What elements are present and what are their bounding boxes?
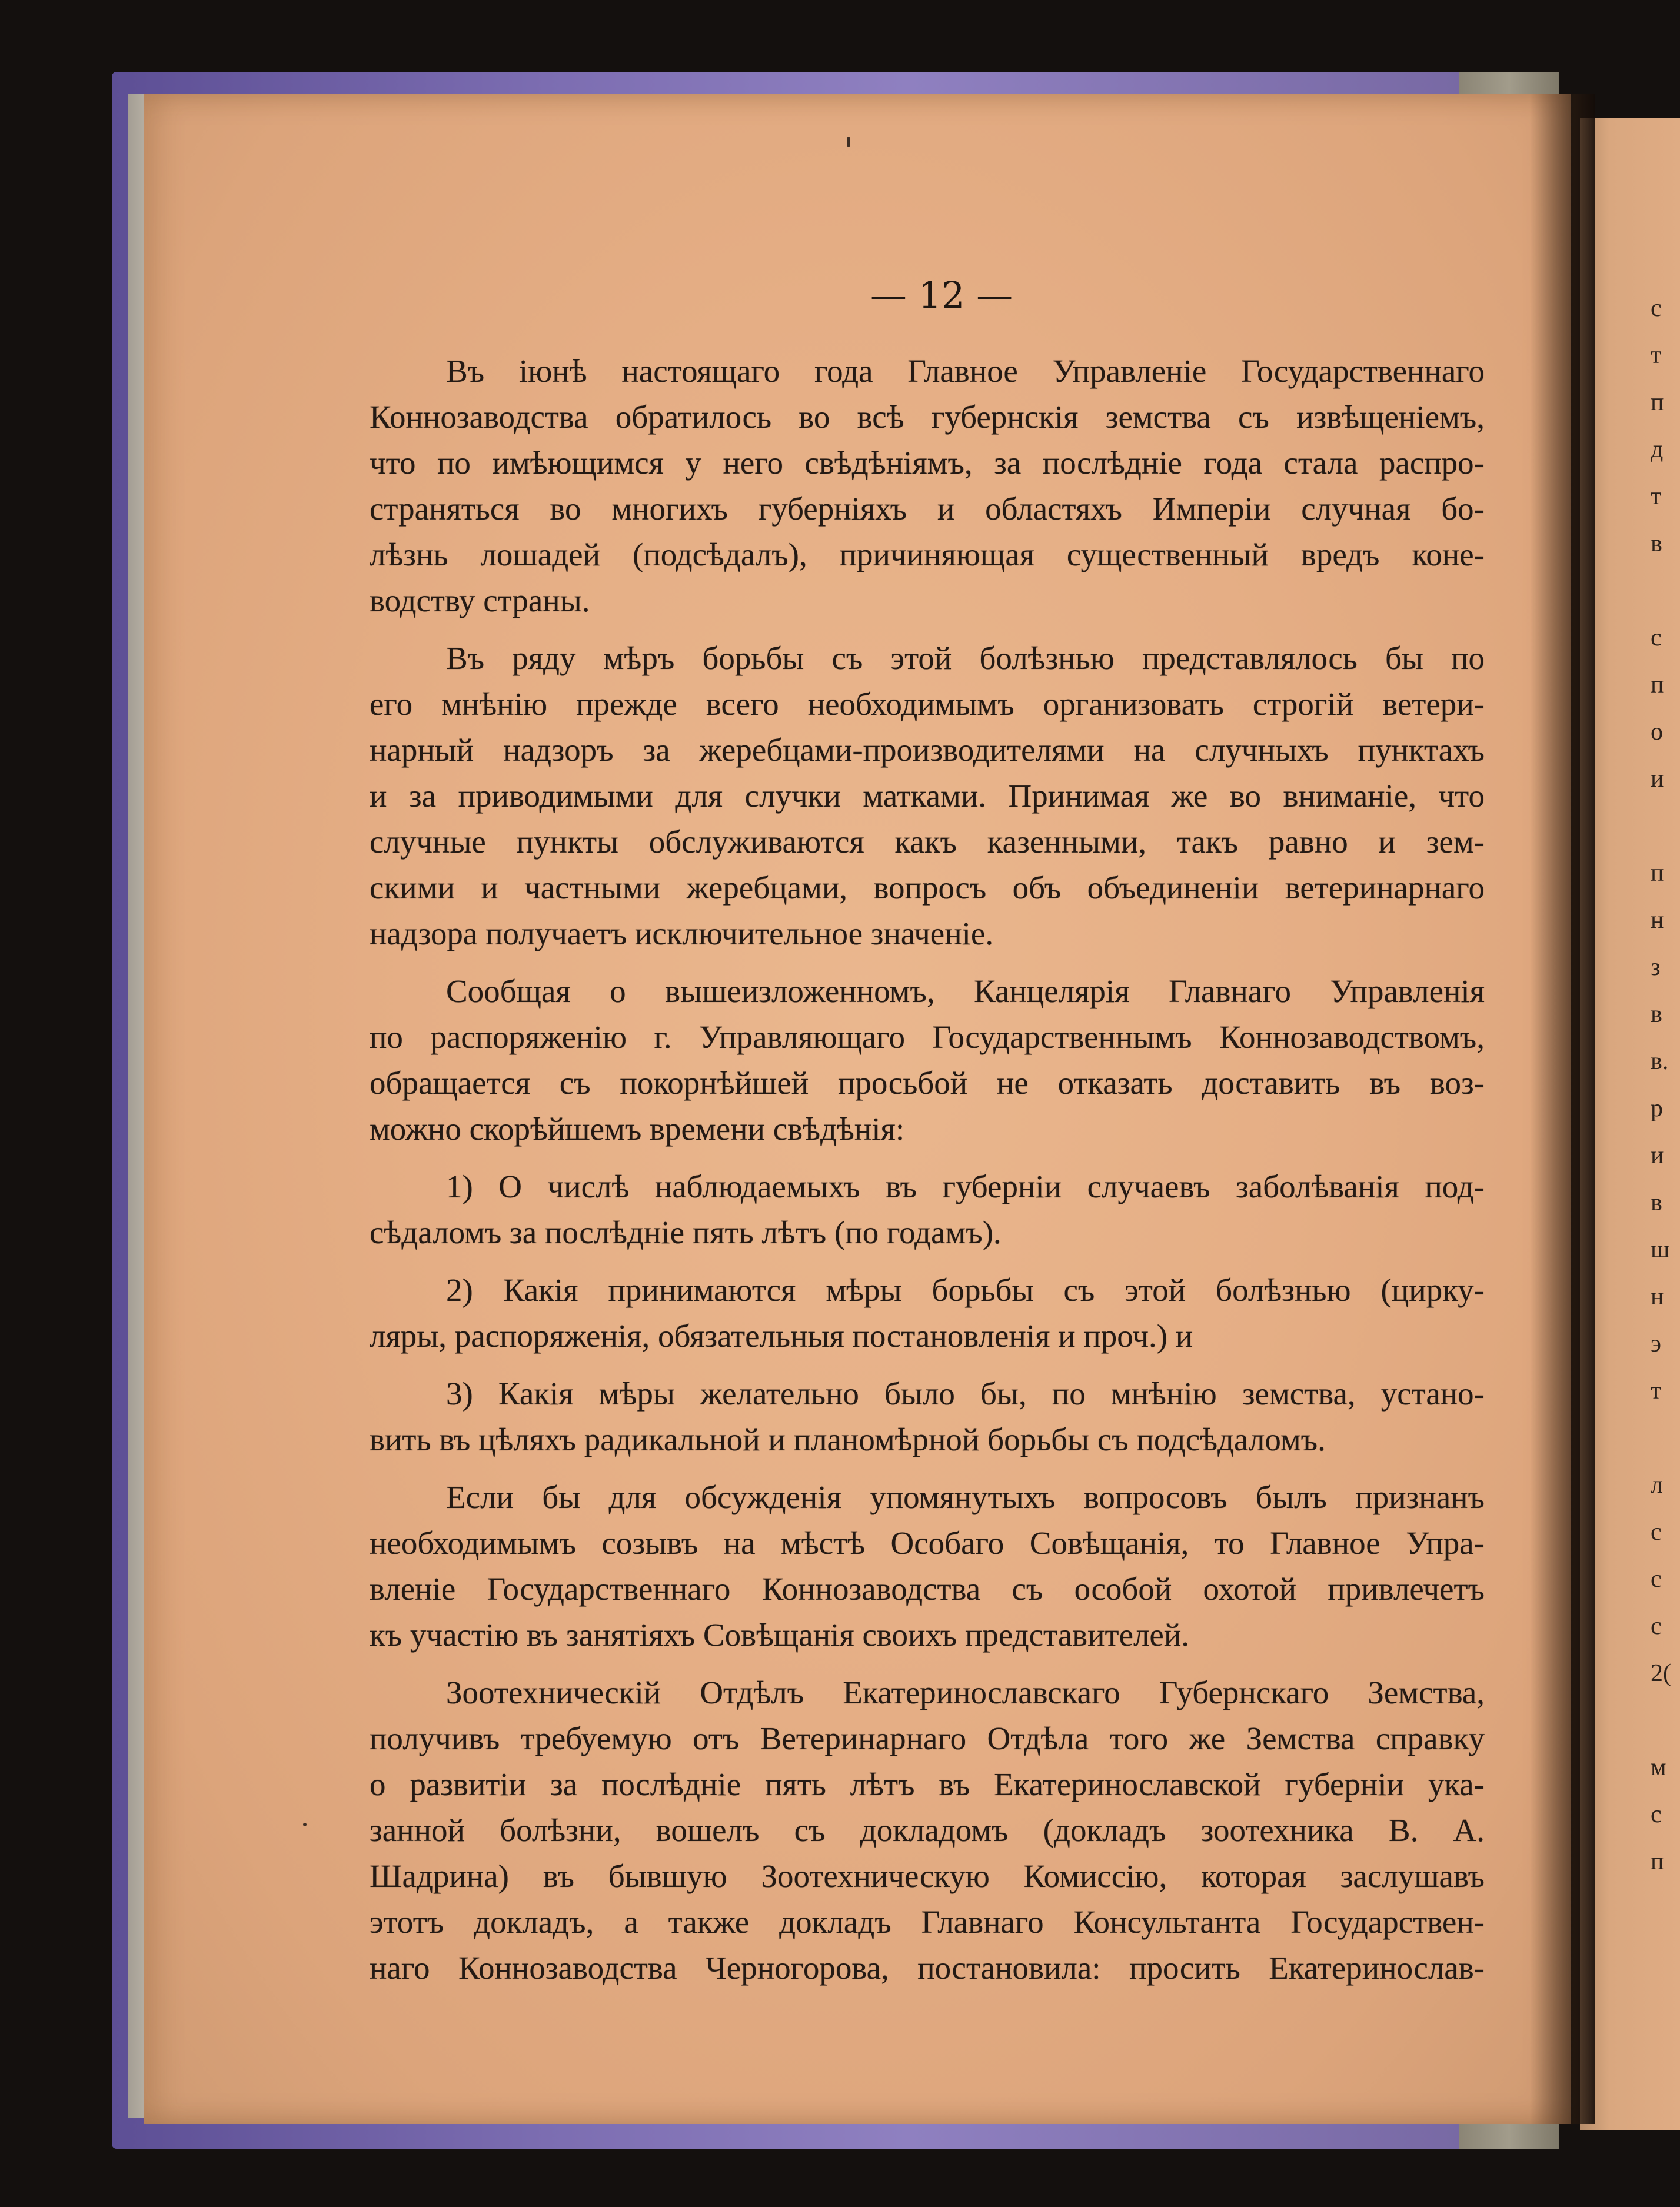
paragraph-gap <box>370 1152 1485 1164</box>
facing-page-fragment: с <box>1651 1519 1662 1546</box>
page-number: — 12 — <box>870 274 1013 317</box>
text-line: по распоряженію г. Управляющаго Государственнымъ Коннозаводствомъ, <box>370 1019 1485 1055</box>
text-line: 2) Какія принимаются мѣры борьбы съ этой болѣзнью (цирку- <box>446 1272 1485 1308</box>
text-line: нарный надзоръ за жеребцами-производителями на случныхъ пунктахъ <box>370 732 1485 768</box>
facing-page-fragment: в <box>1651 1189 1662 1216</box>
facing-page-fragment: и <box>1651 1142 1664 1169</box>
text-line: ляры, распоряженія, обязательныя постановленія и проч.) и <box>370 1318 1193 1354</box>
facing-page-fragment: н <box>1651 907 1664 934</box>
facing-page-fragment: с <box>1651 1613 1662 1640</box>
text-line: его мнѣнію прежде всего необходимымъ организовать строгій ветери- <box>370 686 1485 722</box>
paper-crease <box>847 137 850 147</box>
facing-page-fragment: н <box>1651 1283 1664 1310</box>
text-line: о развитіи за послѣдніе пять лѣтъ въ Екатеринославской губерніи ука- <box>370 1766 1485 1802</box>
text-line: 1) О числѣ наблюдаемыхъ въ губерніи случаевъ заболѣванія под- <box>446 1169 1485 1204</box>
text-line: сѣдаломъ за послѣдніе пять лѣтъ (по годамъ). <box>370 1214 1002 1250</box>
facing-page-fragment: р <box>1651 1095 1663 1122</box>
body-text <box>370 348 1485 1991</box>
facing-page-fragment: 2( <box>1651 1660 1671 1687</box>
facing-page-fragment: м <box>1651 1754 1666 1781</box>
facing-page-fragment: т <box>1651 483 1662 510</box>
text-line: лѣзнь лошадей (подсѣдалъ), причиняющая существенный вредъ коне- <box>370 537 1485 572</box>
text-line: страняться во многихъ губерніяхъ и областяхъ Имперіи случная бо- <box>370 491 1485 527</box>
facing-page-fragment: т <box>1651 342 1662 369</box>
text-line: можно скорѣйшемъ времени свѣдѣнія: <box>370 1111 905 1147</box>
text-line: что по имѣющимся у него свѣдѣніямъ, за послѣдніе года стала распро- <box>370 445 1485 481</box>
facing-page-fragment: з <box>1651 954 1661 981</box>
paragraph-gap <box>370 1658 1485 1670</box>
text-line: Коннозаводства обратилось во всѣ губернскія земства съ извѣщеніемъ, <box>370 399 1485 435</box>
facing-page-fragment: п <box>1651 671 1664 698</box>
text-line: Зоотехническій Отдѣлъ Екатеринославскаго Губернскаго Земства, <box>446 1675 1485 1710</box>
facing-page-fragment: с <box>1651 1801 1662 1828</box>
facing-page-edge <box>1580 118 1680 2130</box>
text-line: необходимымъ созывъ на мѣстѣ Особаго Совѣщанія, то Главное Упра- <box>370 1525 1485 1561</box>
text-line: Въ іюнѣ настоящаго года Главное Управленіе Государственнаго <box>446 353 1485 389</box>
facing-page-fragment: п <box>1651 1848 1664 1875</box>
text-line: этотъ докладъ, а также докладъ Главнаго Консультанта Государствен- <box>370 1904 1485 1940</box>
text-line: вить въ цѣляхъ радикальной и планомѣрной борьбы съ подсѣдаломъ. <box>370 1422 1326 1457</box>
facing-page-fragment: д <box>1651 436 1664 463</box>
paragraph-gap <box>370 624 1485 635</box>
text-line: и за приводимыми для случки матками. Принимая же во вниманіе, что <box>370 778 1485 814</box>
facing-page-fragment: т <box>1651 1377 1662 1404</box>
text-line: Въ ряду мѣръ борьбы съ этой болѣзнью представлялось бы по <box>446 640 1485 676</box>
text-line: 3) Какія мѣры желательно было бы, по мнѣнію земства, устано- <box>446 1376 1485 1412</box>
facing-page-fragment: с <box>1651 1566 1662 1593</box>
text-line: скими и частными жеребцами, вопросъ объ объединеніи ветеринарнаго <box>370 870 1485 906</box>
facing-page-fragment: п <box>1651 389 1664 416</box>
facing-page-fragment: и <box>1651 765 1664 793</box>
facing-page-fragment: в <box>1651 530 1662 557</box>
text-line: вленіе Государственнаго Коннозаводства съ особой охотой привлечетъ <box>370 1571 1485 1607</box>
text-line: Если бы для обсужденія упомянутыхъ вопросовъ былъ признанъ <box>446 1479 1485 1515</box>
facing-page-fragment: ш <box>1651 1236 1670 1263</box>
text-line: Сообщая о вышеизложенномъ, Канцелярія Главнаго Управленія <box>446 973 1485 1009</box>
facing-page-fragment: э <box>1651 1330 1662 1357</box>
text-line: надзора получаетъ исключительное значеніе. <box>370 916 994 951</box>
text-line: случные пункты обслуживаются какъ казенными, такъ равно и зем- <box>370 824 1485 860</box>
paragraph-gap <box>370 1256 1485 1267</box>
facing-page-fragment: с <box>1651 295 1662 322</box>
facing-page-fragment: л <box>1651 1472 1663 1499</box>
facing-page-fragment: о <box>1651 718 1663 745</box>
text-line: занной болѣзни, вошелъ съ докладомъ (докладъ зоотехника В. А. <box>370 1812 1485 1848</box>
paragraph-gap <box>370 1359 1485 1371</box>
facing-page-fragment: в <box>1651 1001 1662 1028</box>
gutter-shadow <box>1530 94 1595 2124</box>
paragraph-gap <box>370 1463 1485 1474</box>
text-line: наго Коннозаводства Черногорова, постановила: просить Екатеринослав- <box>370 1950 1485 1986</box>
text-line: Шадрина) въ бывшую Зоотехническую Комиссію, которая заслушавъ <box>370 1858 1485 1894</box>
paragraph-gap <box>370 957 1485 968</box>
text-line: обращается съ покорнѣйшей просьбой не отказать доставить въ воз- <box>370 1065 1485 1101</box>
paper-speck <box>303 1823 307 1826</box>
text-line: получивъ требуемую отъ Ветеринарнаго Отдѣла того же Земства справку <box>370 1720 1485 1756</box>
facing-page-fragment: п <box>1651 860 1664 887</box>
facing-page-fragment: с <box>1651 624 1662 651</box>
text-line: водству страны. <box>370 582 590 618</box>
text-line: къ участію въ занятіяхъ Совѣщанія своихъ представителей. <box>370 1617 1190 1653</box>
facing-page-fragment: в. <box>1651 1048 1669 1075</box>
